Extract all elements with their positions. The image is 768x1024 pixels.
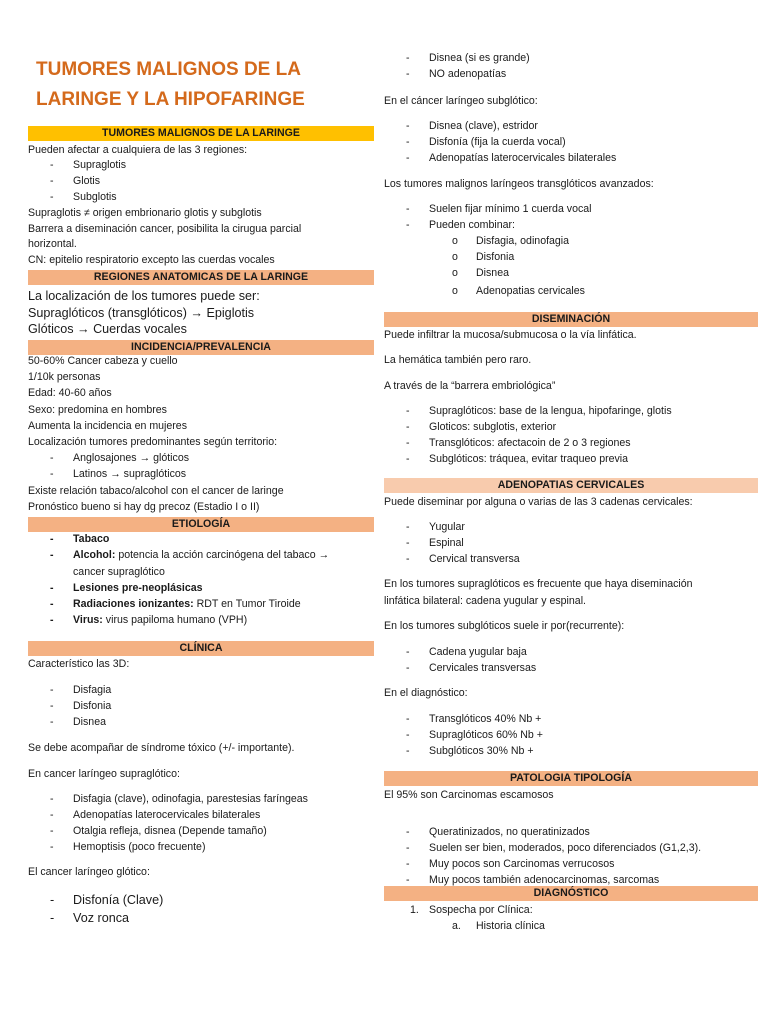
paragraph-line [384, 178, 654, 191]
paragraph-line [28, 485, 284, 498]
item-text: En el cáncer laríngeo subglótico: [384, 95, 538, 107]
paragraph-line [28, 288, 260, 304]
item-text: Adenopatias cervicales [476, 285, 585, 297]
list-item [384, 646, 527, 659]
item-text: Anglosajones → glóticos [73, 452, 190, 464]
item-text: En los tumores subglóticos suele ir por(recurrente): [384, 620, 625, 632]
list-item [384, 826, 590, 839]
dash-bullet-icon: - [406, 453, 410, 465]
item-text: CN: epitelio respiratorio excepto las cuerdas vocales [28, 254, 275, 266]
list-item [28, 825, 267, 838]
dash-bullet-icon: - [406, 874, 410, 886]
list-item [384, 136, 566, 149]
dash-bullet-icon: - [406, 826, 410, 838]
list-item [28, 598, 301, 611]
paragraph-line [384, 95, 538, 108]
circle-bullet-icon: o [452, 267, 458, 279]
list-item [384, 521, 465, 534]
list-item [384, 904, 533, 917]
dash-bullet-icon: - [50, 793, 54, 805]
list-item [384, 553, 520, 566]
item-text: Se debe acompañar de síndrome tóxico (+/- importante). [28, 742, 295, 754]
paragraph-line [28, 223, 301, 236]
item-text: Gloticos: subglotis, exterior [429, 421, 557, 433]
item-text: Disnea (si es grande) [429, 52, 530, 64]
list-item [28, 793, 308, 806]
item-text: En los tumores supraglóticos es frecuente que haya diseminación [384, 578, 693, 590]
dash-bullet-icon: - [50, 159, 54, 171]
item-text: Disfonia [73, 700, 112, 712]
list-item [384, 251, 515, 264]
item-text: Disnea (clave), estridor [429, 120, 538, 132]
dash-bullet-icon: - [50, 468, 54, 480]
item-text: Sexo: predomina en hombres [28, 404, 167, 416]
item-text: Transglóticos: afectacoin de 2 o 3 regiones [429, 437, 631, 449]
list-item [384, 68, 507, 81]
paragraph-line [28, 238, 77, 251]
item-text: Barrera a diseminación cancer, posibilita la cirugua parcial [28, 223, 302, 235]
item-text: Muy pocos también adenocarcinomas, sarcomas [429, 874, 660, 886]
list-item [384, 120, 538, 133]
item-text: A través de la “barrera embriológica” [384, 380, 556, 392]
item-text: Disfonia [476, 251, 515, 263]
section-header: CLÍNICA [28, 641, 374, 656]
item-text: Voz ronca [73, 911, 130, 925]
list-item [28, 684, 112, 697]
section-header: PATOLOGIA TIPOLOGÍA [384, 771, 758, 786]
dash-bullet-icon: - [50, 893, 55, 907]
item-text: Sospecha por Clínica: [429, 904, 533, 916]
item-text: Subglóticos: tráquea, evitar traqueo previa [429, 453, 629, 465]
list-item [28, 910, 130, 926]
bold-term: Alcohol: [73, 549, 116, 561]
item-text: Pueden combinar: [429, 219, 515, 231]
paragraph-line [28, 207, 262, 220]
list-item [384, 745, 534, 758]
item-text: NO adenopatías [429, 68, 507, 80]
circle-bullet-icon: o [452, 251, 458, 263]
list-item [384, 405, 672, 418]
paragraph-line [28, 387, 112, 400]
section-header: DIAGNÓSTICO [384, 886, 758, 901]
list-item [384, 729, 543, 742]
item-text: Característico las 3D: [28, 658, 130, 670]
item-text: Suelen ser bien, moderados, poco diferenciados (G1,2,3). [429, 842, 702, 854]
item-text: virus papiloma humano (VPH) [102, 614, 248, 626]
paragraph-line [28, 742, 294, 755]
dash-bullet-icon: - [406, 136, 410, 148]
item-text: Supraglotis [73, 159, 126, 171]
paragraph-line [28, 436, 277, 449]
item-text: Supraglóticos: base de la lengua, hipofaringe, glotis [429, 405, 672, 417]
item-text: Cervical transversa [429, 553, 520, 565]
item-text: horizontal. [28, 238, 77, 250]
item-text: Edad: 40-60 años [28, 387, 112, 399]
item-text: Localización tumores predominantes según territorio: [28, 436, 278, 448]
list-item [384, 52, 530, 65]
item-text: Subglotis [73, 191, 117, 203]
dash-bullet-icon: - [50, 614, 54, 626]
item-text: Subglóticos 30% Nb + [429, 745, 534, 757]
list-item [28, 468, 187, 481]
paragraph-line [28, 866, 150, 879]
paragraph-line [28, 321, 187, 337]
paragraph-line [28, 305, 254, 321]
dash-bullet-icon: - [50, 684, 54, 696]
paragraph-line [384, 620, 624, 633]
list-item [384, 285, 585, 298]
item-text: linfática bilateral: cadena yugular y espinal. [384, 595, 586, 607]
bold-term: Radiaciones ionizantes: [73, 598, 194, 610]
item-text: La hemática también pero raro. [384, 354, 532, 366]
paragraph-line [384, 578, 693, 591]
dash-bullet-icon: - [50, 582, 54, 594]
list-item [28, 175, 101, 188]
item-text: Disfagia [73, 684, 112, 696]
item-text: Supraglotis ≠ origen embrionario glotis y subglotis [28, 207, 262, 219]
item-text: Puede infiltrar la mucosa/submucosa o la vía linfática. [384, 329, 637, 341]
list-item [384, 267, 509, 280]
item-text: Aumenta la incidencia en mujeres [28, 420, 187, 432]
list-item [384, 713, 542, 726]
list-item [28, 700, 112, 713]
item-text: Disfonía (Clave) [73, 893, 164, 907]
item-text: Cadena yugular baja [429, 646, 527, 658]
item-text: RDT en Tumor Tiroide [193, 598, 301, 610]
list-item [384, 421, 557, 434]
paragraph-line [28, 566, 165, 579]
item-text: Cervicales transversas [429, 662, 537, 674]
dash-bullet-icon: - [406, 537, 410, 549]
dash-bullet-icon: - [406, 120, 410, 132]
dash-bullet-icon: - [406, 437, 410, 449]
paragraph-line [384, 687, 468, 700]
item-text: Puede diseminar por alguna o varias de las 3 cadenas cervicales: [384, 496, 693, 508]
paragraph-line [28, 420, 187, 433]
item-text: 50-60% Cancer cabeza y cuello [28, 355, 178, 367]
item-text: Disfagia (clave), odinofagia, parestesias faríngeas [73, 793, 308, 805]
list-item [28, 841, 206, 854]
dash-bullet-icon: - [406, 521, 410, 533]
list-item [384, 235, 570, 248]
item-text: Disfonía (fija la cuerda vocal) [429, 136, 566, 148]
list-item [384, 437, 631, 450]
list-item [28, 191, 117, 204]
list-item [28, 892, 164, 908]
item-text: Supraglóticos (transglóticos) → Epiglotis [28, 306, 255, 320]
list-marker: a. [452, 920, 461, 932]
bold-term: Lesiones pre-neoplásicas [73, 582, 203, 594]
item-text: Suelen fijar mínimo 1 cuerda vocal [429, 203, 592, 215]
paragraph-line [384, 380, 555, 393]
item-text: Disnea [73, 716, 106, 728]
dash-bullet-icon: - [50, 841, 54, 853]
section-header: DISEMINACIÓN [384, 312, 758, 327]
dash-bullet-icon: - [406, 646, 410, 658]
item-text: Yugular [429, 521, 465, 533]
item-text: Los tumores malignos laríngeos transglóticos avanzados: [384, 178, 654, 190]
item-text: Existe relación tabaco/alcohol con el cancer de laringe [28, 485, 284, 497]
dash-bullet-icon: - [406, 553, 410, 565]
item-text: Queratinizados, no queratinizados [429, 826, 590, 838]
dash-bullet-icon: - [406, 52, 410, 64]
paragraph-line [28, 768, 180, 781]
item-text: cancer supraglótico [73, 566, 165, 578]
list-item [28, 614, 248, 627]
section-header: REGIONES ANATOMICAS DE LA LARINGE [28, 270, 374, 285]
item-text: 1/10k personas [28, 371, 101, 383]
bold-term: Tabaco [73, 533, 110, 545]
item-text: Muy pocos son Carcinomas verrucosos [429, 858, 615, 870]
dash-bullet-icon: - [406, 219, 410, 231]
item-text: Latinos → supraglóticos [73, 468, 187, 480]
paragraph-line [28, 501, 259, 514]
circle-bullet-icon: o [452, 235, 458, 247]
item-text: Pronóstico bueno si hay dg precoz (Estadio I o II) [28, 501, 260, 513]
dash-bullet-icon: - [406, 842, 410, 854]
dash-bullet-icon: - [406, 68, 410, 80]
item-text: El 95% son Carcinomas escamosos [384, 789, 554, 801]
dash-bullet-icon: - [406, 421, 410, 433]
section-header: ADENOPATIAS CERVICALES [384, 478, 758, 493]
dash-bullet-icon: - [406, 858, 410, 870]
list-item [28, 716, 106, 729]
dash-bullet-icon: - [406, 729, 410, 741]
paragraph-line [384, 789, 554, 802]
item-text: Espinal [429, 537, 464, 549]
list-item [28, 549, 330, 562]
dash-bullet-icon: - [50, 533, 54, 545]
list-item [384, 858, 615, 871]
paragraph-line [28, 658, 129, 671]
item-text: La localización de los tumores puede ser: [28, 289, 260, 303]
item-text: En el diagnóstico: [384, 687, 468, 699]
list-item [28, 809, 261, 822]
dash-bullet-icon: - [406, 662, 410, 674]
dash-bullet-icon: - [50, 716, 54, 728]
item-text: potencia la acción carcinógena del tabaco → [115, 549, 330, 561]
dash-bullet-icon: - [50, 549, 54, 561]
item-text: Glóticos → Cuerdas vocales [28, 322, 187, 336]
dash-bullet-icon: - [50, 452, 54, 464]
list-item [384, 842, 702, 855]
item-text: Disfagia, odinofagia [476, 235, 570, 247]
paragraph-line [384, 595, 586, 608]
item-text: El cancer laríngeo glótico: [28, 866, 150, 878]
list-item [28, 533, 110, 546]
paragraph-line [28, 404, 167, 417]
list-item [384, 537, 464, 550]
item-text: Transglóticos 40% Nb + [429, 713, 542, 725]
item-text: Otalgia refleja, disnea (Depende tamaño) [73, 825, 267, 837]
item-text: En cancer laríngeo supraglótico: [28, 768, 180, 780]
dash-bullet-icon: - [406, 745, 410, 757]
list-item [384, 662, 537, 675]
item-text: Pueden afectar a cualquiera de las 3 regiones: [28, 144, 248, 156]
list-item [384, 152, 617, 165]
dash-bullet-icon: - [50, 175, 54, 187]
list-item [28, 452, 190, 465]
section-header: INCIDENCIA/PREVALENCIA [28, 340, 374, 355]
dash-bullet-icon: - [406, 405, 410, 417]
list-item [384, 203, 592, 216]
paragraph-line [28, 371, 100, 384]
list-marker: 1. [410, 904, 419, 916]
list-item [28, 582, 203, 595]
bold-term: Virus: [73, 614, 103, 626]
list-item [384, 219, 515, 232]
dash-bullet-icon: - [50, 598, 54, 610]
page-title: TUMORES MALIGNOS DE LA LARINGE Y LA HIPOFARINGE [36, 59, 305, 110]
paragraph-line [384, 496, 693, 509]
item-text: Historia clínica [476, 920, 545, 932]
dash-bullet-icon: - [406, 713, 410, 725]
section-header: TUMORES MALIGNOS DE LA LARINGE [28, 126, 374, 141]
item-text: Glotis [73, 175, 101, 187]
paragraph-line [28, 144, 247, 157]
dash-bullet-icon: - [406, 203, 410, 215]
section-header: ETIOLOGÍA [28, 517, 374, 532]
paragraph-line [384, 329, 637, 342]
list-item [384, 453, 629, 466]
dash-bullet-icon: - [406, 152, 410, 164]
circle-bullet-icon: o [452, 285, 458, 297]
item-text: Supraglóticos 60% Nb + [429, 729, 543, 741]
paragraph-line [28, 254, 275, 267]
dash-bullet-icon: - [50, 809, 54, 821]
paragraph-line [28, 355, 178, 368]
paragraph-line [384, 354, 531, 367]
dash-bullet-icon: - [50, 825, 54, 837]
dash-bullet-icon: - [50, 911, 55, 925]
item-text: Hemoptisis (poco frecuente) [73, 841, 206, 853]
item-text: Adenopatías laterocervicales bilaterales [429, 152, 617, 164]
dash-bullet-icon: - [50, 191, 54, 203]
item-text: Adenopatías laterocervicales bilaterales [73, 809, 261, 821]
dash-bullet-icon: - [50, 700, 54, 712]
item-text: Disnea [476, 267, 509, 279]
list-item [28, 159, 126, 172]
list-item [384, 920, 545, 933]
